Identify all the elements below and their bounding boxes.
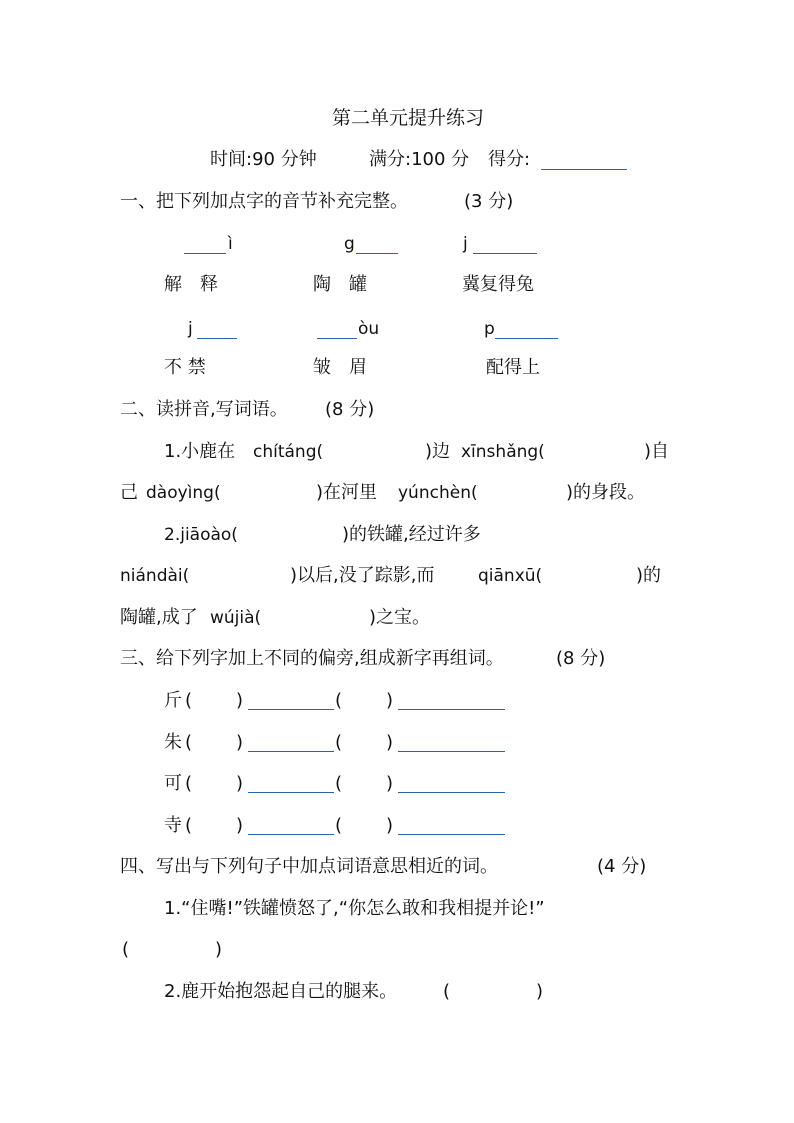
pinyin-blank[interactable] [317, 321, 357, 339]
pinyin-hint: ì [228, 234, 233, 254]
pinyin-hint: j [188, 319, 193, 339]
pinyin-hint: òu [358, 319, 380, 339]
section1-heading: 一、把下列加点字的音节补充完整。 [120, 191, 408, 212]
score-label: 得分: [488, 149, 531, 170]
paren-open: ( [335, 732, 343, 753]
pinyin-prompt: yúnchèn( [398, 483, 478, 503]
paren-open: ( [335, 690, 343, 711]
paren-open: ( [122, 939, 130, 960]
paren-close: ) [236, 815, 244, 836]
word: 不 禁 [164, 357, 206, 378]
base-char: 朱 [164, 732, 182, 753]
pinyin-prompt: qiānxū( [478, 566, 543, 586]
question-text: 1.小鹿在 [164, 441, 236, 462]
paren-open: ( [185, 815, 193, 836]
question-text: )自 [644, 441, 670, 462]
section4-points: (4 分) [597, 856, 647, 877]
pinyin-prompt: chítáng( [253, 442, 324, 462]
question-text: )的铁罐,经过许多 [342, 524, 481, 545]
question-text: )之宝。 [369, 607, 431, 628]
question-text: )边 [425, 441, 451, 462]
question-text: 陶罐,成了 [120, 607, 198, 628]
word-blank[interactable] [248, 817, 334, 835]
word-blank[interactable] [248, 734, 334, 752]
pinyin-blank[interactable] [495, 321, 558, 339]
pinyin-prompt: dàoyìng( [146, 483, 221, 503]
pinyin-blank[interactable] [184, 236, 226, 254]
section2-points: (8 分) [325, 399, 375, 420]
question-text: )的 [636, 565, 662, 586]
pinyin-hint: g [344, 234, 355, 254]
question-text: )以后,没了踪影,而 [290, 565, 435, 586]
base-char: 斤 [164, 690, 182, 711]
paren-close: ) [386, 732, 394, 753]
paren-open: ( [335, 815, 343, 836]
question-text: 2.鹿开始抱怨起自己的腿来。 [164, 981, 398, 1002]
paren-open: ( [185, 732, 193, 753]
pinyin-blank[interactable] [473, 236, 537, 254]
word-blank[interactable] [398, 775, 505, 793]
pinyin-blank[interactable] [356, 236, 398, 254]
paren-close: ) [386, 773, 394, 794]
paren-open: ( [443, 981, 451, 1002]
section2-heading: 二、读拼音,写词语。 [120, 399, 288, 420]
paren-close: ) [236, 773, 244, 794]
full-score-label: 满分:100 分 [369, 149, 470, 170]
paren-close: ) [386, 815, 394, 836]
word-blank[interactable] [398, 817, 505, 835]
section4-heading: 四、写出与下列句子中加点词语意思相近的词。 [120, 856, 498, 877]
paren-close: ) [236, 732, 244, 753]
pinyin-prompt: 2.jiāoào( [164, 525, 238, 545]
word-blank[interactable] [398, 692, 505, 710]
word: 陶 罐 [313, 274, 367, 295]
paren-close: ) [386, 690, 394, 711]
paren-open: ( [185, 773, 193, 794]
word: 皱 眉 [313, 357, 367, 378]
section1-points: (3 分) [464, 191, 514, 212]
pinyin-hint: j [463, 234, 468, 254]
paren-close: ) [536, 981, 544, 1002]
pinyin-hint: p [484, 319, 495, 339]
paren-close: ) [215, 939, 223, 960]
question-text: 己 [120, 482, 138, 503]
page-title: 第二单元提升练习 [332, 107, 485, 129]
pinyin-blank[interactable] [197, 321, 237, 339]
word: 冀复得兔 [462, 274, 534, 295]
question-text: )的身段。 [566, 482, 646, 503]
paren-close: ) [236, 690, 244, 711]
pinyin-prompt: niándài( [120, 566, 190, 586]
question-text: 1.“住嘴!”铁罐愤怒了,“你怎么敢和我相提并论!” [164, 898, 545, 919]
base-char: 寺 [164, 815, 182, 836]
paren-open: ( [185, 690, 193, 711]
word: 配得上 [486, 357, 540, 378]
question-text: )在河里 [316, 482, 378, 503]
pinyin-prompt: xīnshǎng( [461, 442, 545, 462]
time-label: 时间:90 分钟 [210, 149, 317, 170]
pinyin-prompt: wújià( [210, 608, 262, 628]
word-blank[interactable] [248, 775, 334, 793]
section3-heading: 三、给下列字加上不同的偏旁,组成新字再组词。 [120, 648, 504, 669]
base-char: 可 [164, 773, 182, 794]
section3-points: (8 分) [556, 648, 606, 669]
score-blank[interactable] [541, 152, 627, 170]
word-blank[interactable] [398, 734, 505, 752]
word-blank[interactable] [248, 692, 334, 710]
word: 解 释 [164, 274, 218, 295]
paren-open: ( [335, 773, 343, 794]
